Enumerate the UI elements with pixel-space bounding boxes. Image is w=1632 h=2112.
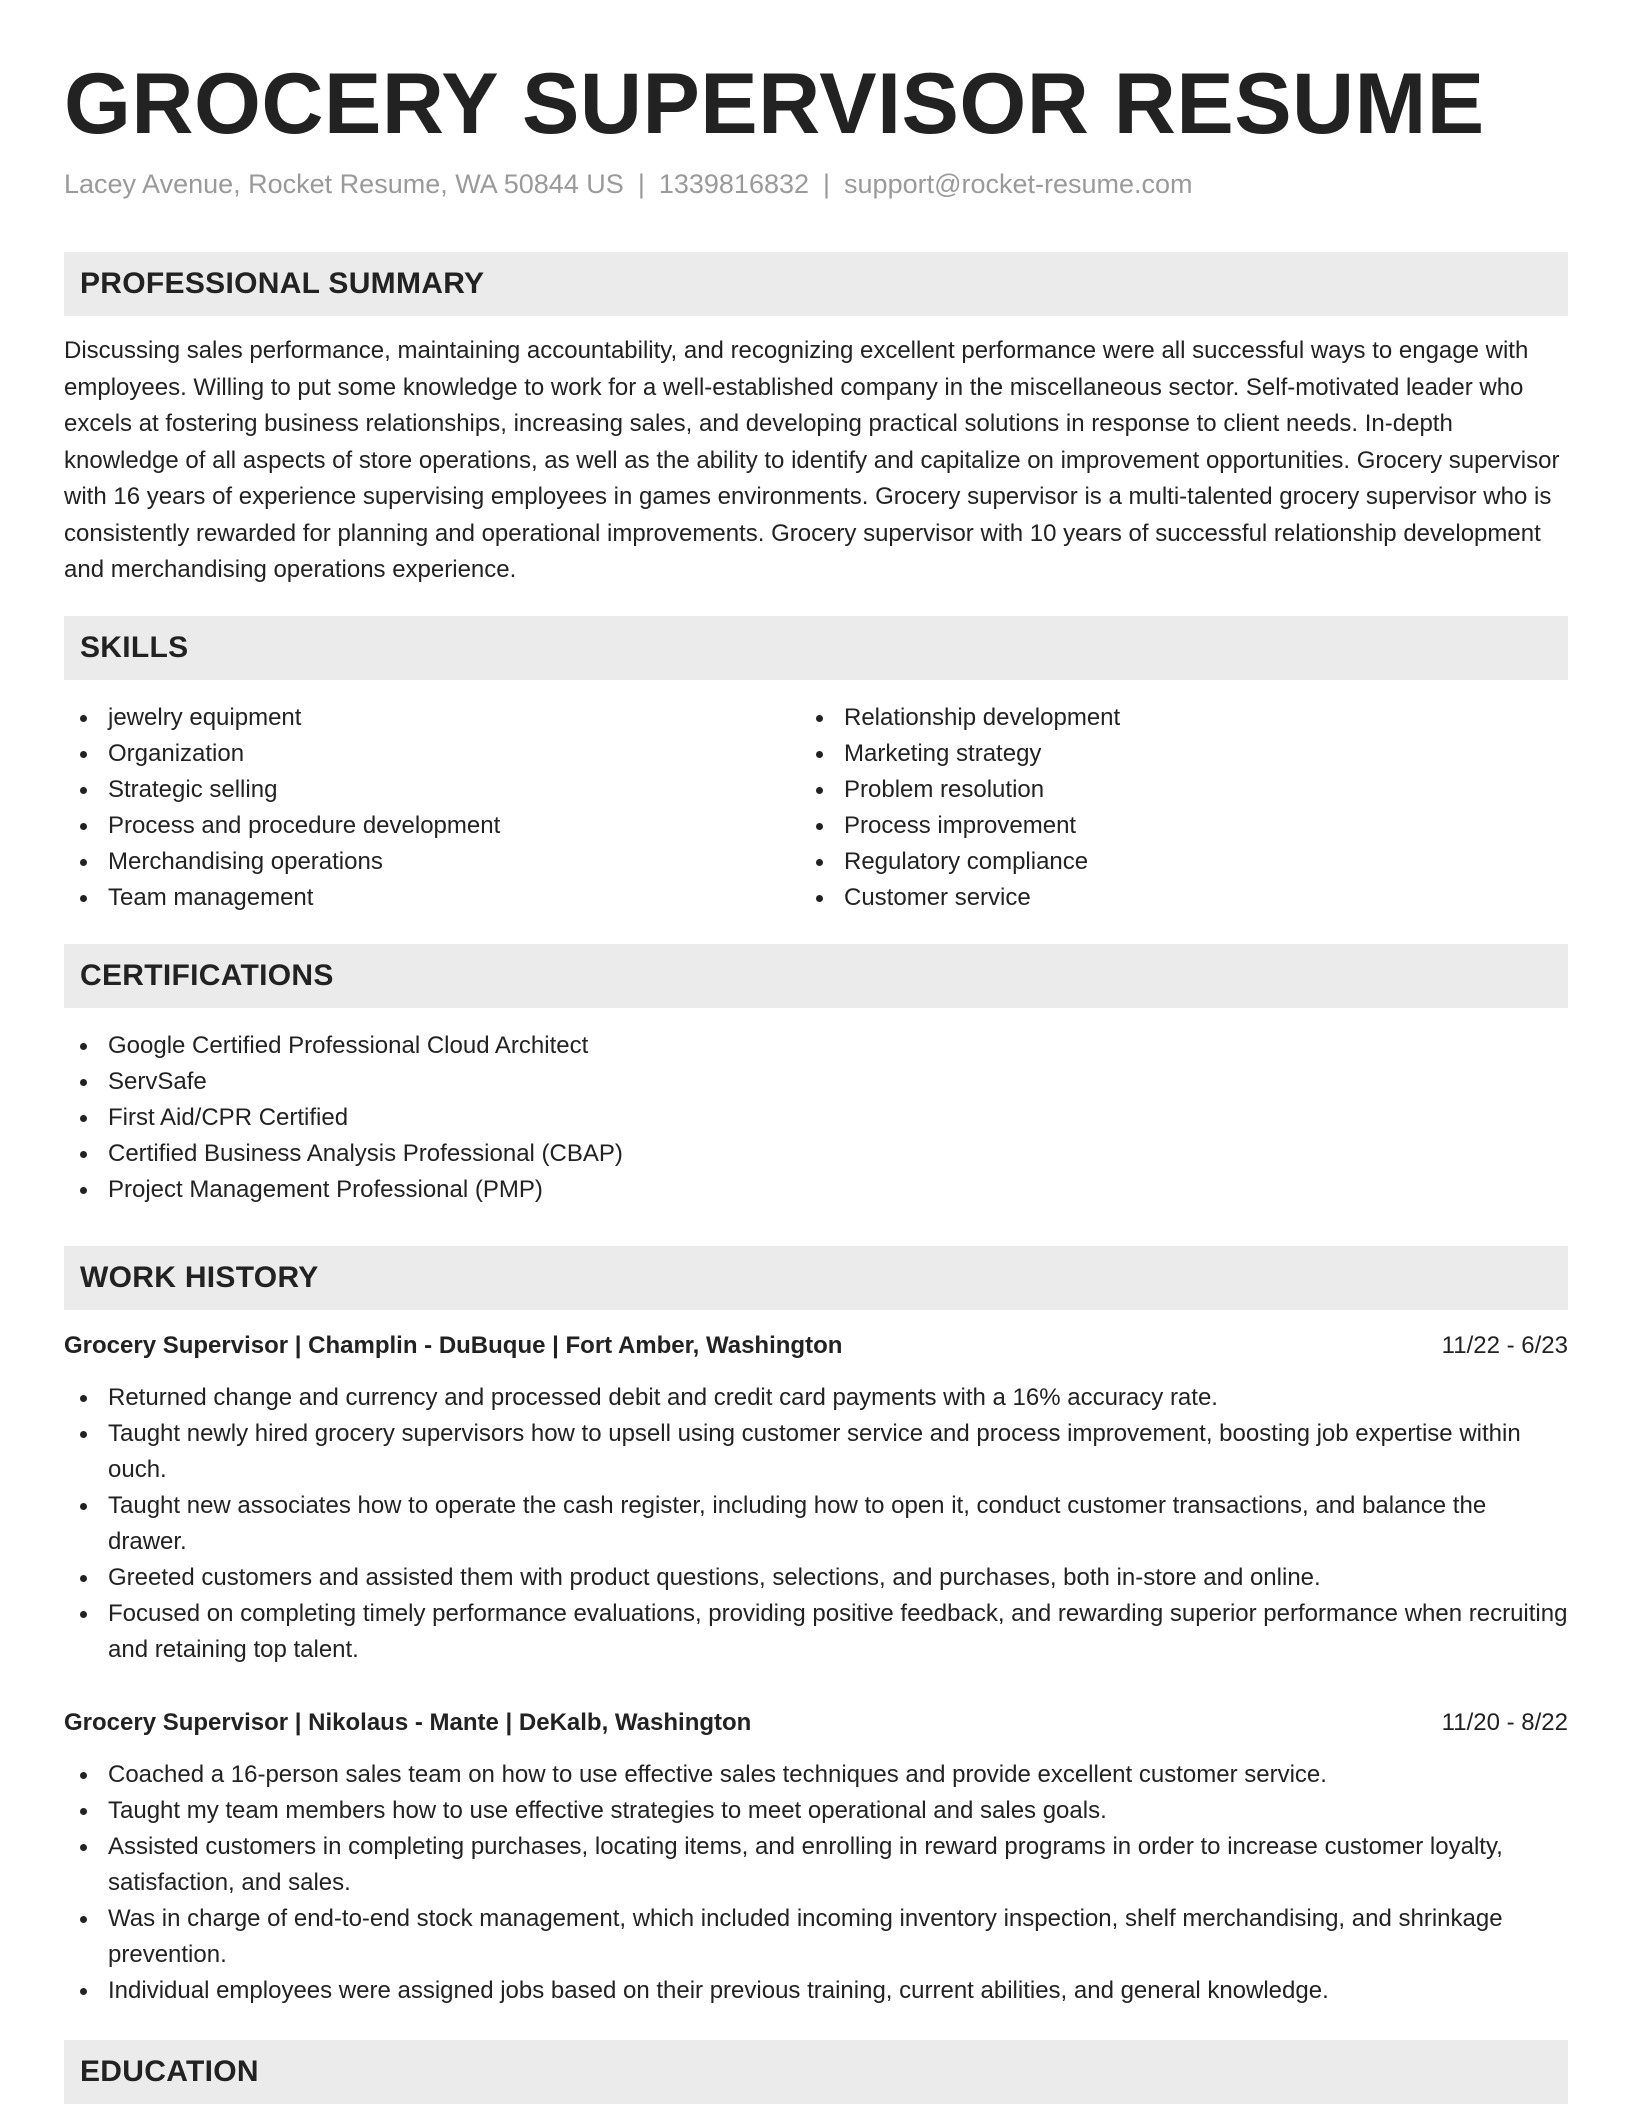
skill-item: Process improvement bbox=[800, 808, 1540, 844]
work-history-section-header bbox=[64, 1246, 1568, 1310]
job-dates: 11/22 - 6/23 bbox=[1441, 1332, 1568, 1359]
education-heading: EDUCATION bbox=[80, 2055, 259, 2088]
job-header bbox=[64, 1705, 1568, 1741]
skills-column-right bbox=[800, 700, 1540, 916]
skill-item: Team management bbox=[64, 880, 804, 916]
education-section-header bbox=[64, 2040, 1568, 2104]
job-bullet-list bbox=[64, 1757, 1568, 2009]
skill-item: Merchandising operations bbox=[64, 844, 804, 880]
contact-address: Lacey Avenue, Rocket Resume, WA 50844 US bbox=[64, 169, 624, 199]
skills-list-right bbox=[800, 700, 1540, 916]
job-bullet: Greeted customers and assisted them with product questions, selections, and purchases, both in-store and online. bbox=[64, 1560, 1568, 1596]
certification-item: First Aid/CPR Certified bbox=[64, 1100, 1568, 1136]
skills-column-left bbox=[64, 700, 804, 916]
skill-item: jewelry equipment bbox=[64, 700, 804, 736]
skills-list-left bbox=[64, 700, 804, 916]
contact-separator: | bbox=[637, 169, 645, 199]
certification-item: Google Certified Professional Cloud Architect bbox=[64, 1028, 1568, 1064]
job-bullet: Individual employees were assigned jobs based on their previous training, current abilities, and general knowledge. bbox=[64, 1973, 1568, 2009]
certifications-block bbox=[64, 1028, 1568, 1208]
contact-phone: 1339816832 bbox=[658, 169, 810, 199]
job-header bbox=[64, 1328, 1568, 1364]
certifications-heading: CERTIFICATIONS bbox=[80, 959, 334, 992]
job-title: Grocery Supervisor | Champlin - DuBuque | Fort Amber, Washington bbox=[64, 1332, 843, 1359]
job-bullet: Taught my team members how to use effective strategies to meet operational and sales goals. bbox=[64, 1793, 1568, 1829]
skill-item: Marketing strategy bbox=[800, 736, 1540, 772]
skill-item: Relationship development bbox=[800, 700, 1540, 736]
summary-text: Discussing sales performance, maintaining accountability, and recognizing excellent performance were all successful ways to engage with employees. Willing to put some knowledge to work for a well-established company in the miscellaneous sector. Self-motivated leader who excels at fostering business relationships, increasing sales, and developing practical solutions in response to client needs. In-depth knowledge of all aspects of store operations, as well as the ability to identify and capitalize on improvement opportunities. Grocery supervisor with 16 years of experience supervising employees in games environments. Grocery supervisor is a multi-talented grocery supervisor who is consistently rewarded for planning and operational improvements. Grocery supervisor with 10 years of successful relationship development and merchandising operations experience. bbox=[64, 337, 1560, 583]
job-bullets bbox=[64, 1380, 1568, 1668]
job-bullet: Was in charge of end-to-end stock management, which included incoming inventory inspection, shelf merchandising, and shrinkage prevention. bbox=[64, 1901, 1568, 1973]
job-bullet: Returned change and currency and processed debit and credit card payments with a 16% accuracy rate. bbox=[64, 1380, 1568, 1416]
job-dates: 11/20 - 8/22 bbox=[1441, 1709, 1568, 1736]
summary-section-header bbox=[64, 252, 1568, 316]
job-bullets bbox=[64, 1757, 1568, 2009]
contact-line bbox=[64, 166, 1193, 202]
skill-item: Strategic selling bbox=[64, 772, 804, 808]
resume-title: GROCERY SUPERVISOR RESUME bbox=[64, 56, 1485, 152]
contact-email[interactable]: support@rocket-resume.com bbox=[844, 169, 1193, 199]
certifications-section-header bbox=[64, 944, 1568, 1008]
job-bullet-list bbox=[64, 1380, 1568, 1668]
job-bullet: Coached a 16-person sales team on how to use effective sales techniques and provide excellent customer service. bbox=[64, 1757, 1568, 1793]
certification-item: Certified Business Analysis Professional (CBAP) bbox=[64, 1136, 1568, 1172]
skill-item: Problem resolution bbox=[800, 772, 1540, 808]
skill-item: Customer service bbox=[800, 880, 1540, 916]
contact-separator: | bbox=[823, 169, 831, 199]
job-bullet: Taught newly hired grocery supervisors how to upsell using customer service and process improvement, boosting job expertise within ouch. bbox=[64, 1416, 1568, 1488]
skill-item: Organization bbox=[64, 736, 804, 772]
skill-item: Process and procedure development bbox=[64, 808, 804, 844]
skills-heading: SKILLS bbox=[80, 631, 189, 664]
summary-heading: PROFESSIONAL SUMMARY bbox=[80, 267, 485, 300]
certifications-list bbox=[64, 1028, 1568, 1208]
certification-item: Project Management Professional (PMP) bbox=[64, 1172, 1568, 1208]
work-history-heading: WORK HISTORY bbox=[80, 1261, 319, 1294]
certification-item: ServSafe bbox=[64, 1064, 1568, 1100]
job-title: Grocery Supervisor | Nikolaus - Mante | DeKalb, Washington bbox=[64, 1709, 752, 1736]
job-bullet: Assisted customers in completing purchases, locating items, and enrolling in reward programs in order to increase customer loyalty, satisfaction, and sales. bbox=[64, 1829, 1568, 1901]
job-bullet: Taught new associates how to operate the cash register, including how to open it, conduct customer transactions, and balance the drawer. bbox=[64, 1488, 1568, 1560]
skill-item: Regulatory compliance bbox=[800, 844, 1540, 880]
skills-section-header bbox=[64, 616, 1568, 680]
job-bullet: Focused on completing timely performance evaluations, providing positive feedback, and rewarding superior performance when recruiting and retaining top talent. bbox=[64, 1596, 1568, 1668]
